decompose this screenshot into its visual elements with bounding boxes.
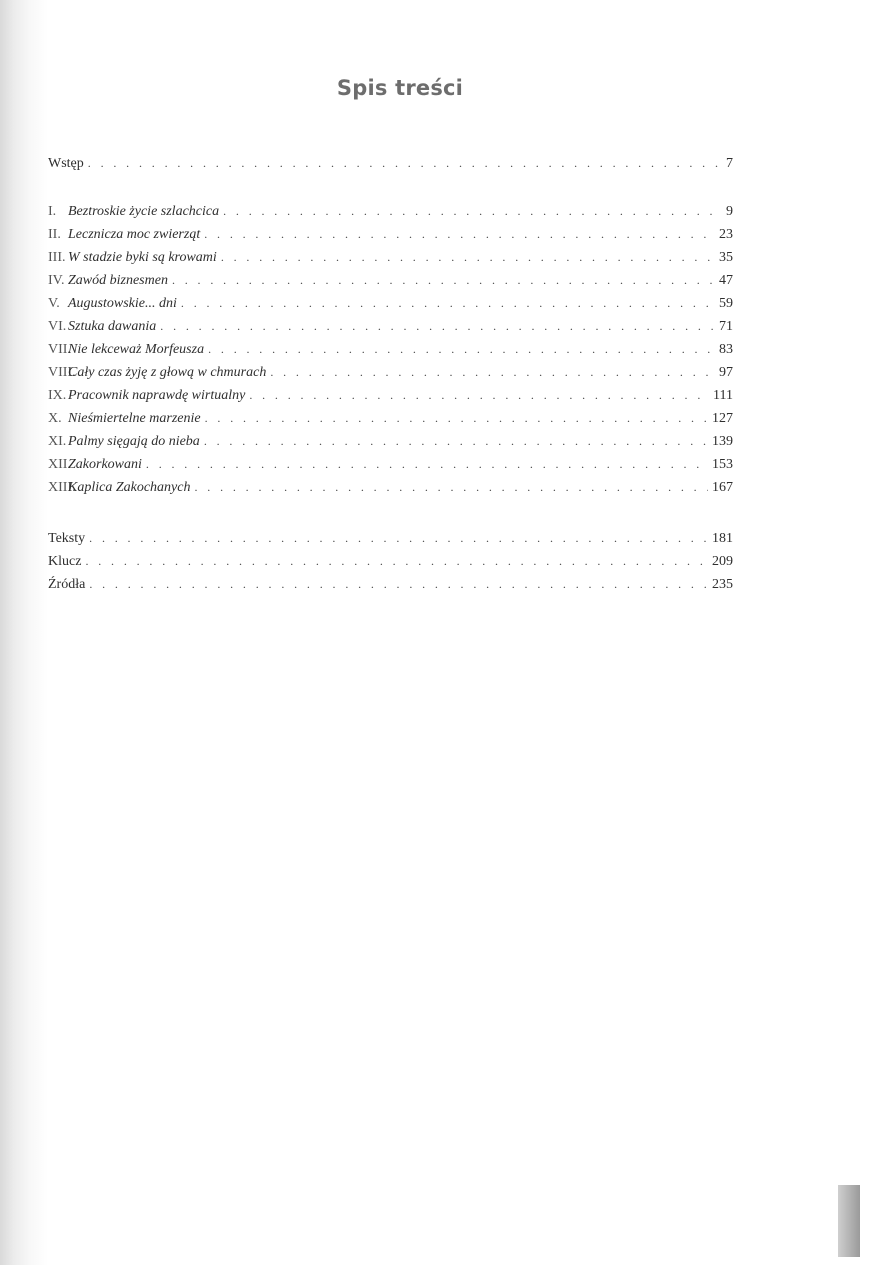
chapter-title: Nie lekceważ Morfeusza <box>68 342 205 357</box>
chapter-page: 97 <box>719 365 733 380</box>
toc-entry-label: Teksty <box>48 531 86 546</box>
chapter-title: Kaplica Zakochanych <box>68 480 191 495</box>
page-edge-shadow <box>838 1185 860 1257</box>
toc-chapter-entry <box>48 407 733 430</box>
chapter-title: Zakorkowani <box>68 457 142 472</box>
toc-entry <box>48 527 733 550</box>
chapter-number: IV. <box>48 273 65 288</box>
toc-intro <box>48 152 733 175</box>
toc-chapter-entry <box>48 223 733 246</box>
toc-entry-label: Wstęp <box>48 156 84 171</box>
toc-appendix <box>48 527 733 596</box>
page-title: Spis treści <box>336 76 464 100</box>
toc-chapter-entry <box>48 453 733 476</box>
toc-entry-page: 235 <box>712 577 733 592</box>
chapter-page: 127 <box>712 411 733 426</box>
chapter-page: 167 <box>712 480 733 495</box>
chapter-title: W stadzie byki są krowami <box>68 250 217 265</box>
toc-entry-label: Źródła <box>48 577 86 592</box>
dot-leader <box>223 200 722 223</box>
dot-leader <box>181 292 715 315</box>
chapter-number: IX. <box>48 388 67 403</box>
dot-leader <box>204 223 715 246</box>
toc-entry <box>48 550 733 573</box>
chapter-page: 153 <box>712 457 733 472</box>
dot-leader <box>172 269 715 292</box>
toc-chapter-entry <box>48 338 733 361</box>
chapter-page: 139 <box>712 434 733 449</box>
chapter-page: 47 <box>719 273 733 288</box>
chapter-number: VII. <box>48 342 71 357</box>
toc-chapter-entry <box>48 292 733 315</box>
chapter-title: Pracownik naprawdę wirtualny <box>68 388 246 403</box>
toc-chapter-entry <box>48 384 733 407</box>
toc-chapter-entry <box>48 315 733 338</box>
toc-entry-page: 7 <box>726 156 733 171</box>
dot-leader <box>221 246 715 269</box>
chapter-title: Augustowskie... dni <box>68 296 177 311</box>
chapter-title: Sztuka dawania <box>68 319 157 334</box>
toc-entry <box>48 573 733 596</box>
chapter-number: II. <box>48 227 61 242</box>
chapter-number: III. <box>48 250 66 265</box>
dot-leader <box>208 338 715 361</box>
dot-leader <box>88 152 722 175</box>
dot-leader <box>160 315 715 338</box>
chapter-number: VI. <box>48 319 67 334</box>
toc-chapter-entry <box>48 200 733 223</box>
chapter-page: 71 <box>719 319 733 334</box>
chapter-page: 35 <box>719 250 733 265</box>
chapter-number: XII. <box>48 457 71 472</box>
chapter-page: 9 <box>726 204 733 219</box>
toc-chapters <box>48 200 733 499</box>
chapter-page: 23 <box>719 227 733 242</box>
dot-leader <box>85 550 708 573</box>
dot-leader <box>194 476 708 499</box>
chapter-title: Palmy sięgają do nieba <box>68 434 200 449</box>
chapter-page: 111 <box>713 388 733 403</box>
toc-chapter-entry <box>48 476 733 499</box>
chapter-number: V. <box>48 296 60 311</box>
chapter-title: Zawód biznesmen <box>68 273 168 288</box>
dot-leader <box>204 430 708 453</box>
chapter-page: 83 <box>719 342 733 357</box>
chapter-title: Beztroskie życie szlachcica <box>68 204 220 219</box>
toc-entry-label: Klucz <box>48 554 82 569</box>
dot-leader <box>89 527 708 550</box>
chapter-page: 59 <box>719 296 733 311</box>
dot-leader <box>146 453 708 476</box>
toc-chapter-entry <box>48 430 733 453</box>
toc-chapter-entry <box>48 269 733 292</box>
dot-leader <box>270 361 715 384</box>
toc-chapter-entry <box>48 361 733 384</box>
toc-entry <box>48 152 733 175</box>
chapter-number: X. <box>48 411 62 426</box>
chapter-number: I. <box>48 204 57 219</box>
chapter-title: Cały czas żyję z głową w chmurach <box>68 365 267 380</box>
chapter-title: Lecznicza moc zwierząt <box>68 227 201 242</box>
dot-leader <box>89 573 708 596</box>
chapter-number: XIII. <box>48 480 76 495</box>
toc-chapter-entry <box>48 246 733 269</box>
toc-entry-page: 181 <box>712 531 733 546</box>
chapter-number: VIII. <box>48 365 76 380</box>
dot-leader <box>205 407 708 430</box>
chapter-title: Nieśmiertelne marzenie <box>68 411 201 426</box>
dot-leader <box>249 384 709 407</box>
toc-entry-page: 209 <box>712 554 733 569</box>
chapter-number: XI. <box>48 434 67 449</box>
